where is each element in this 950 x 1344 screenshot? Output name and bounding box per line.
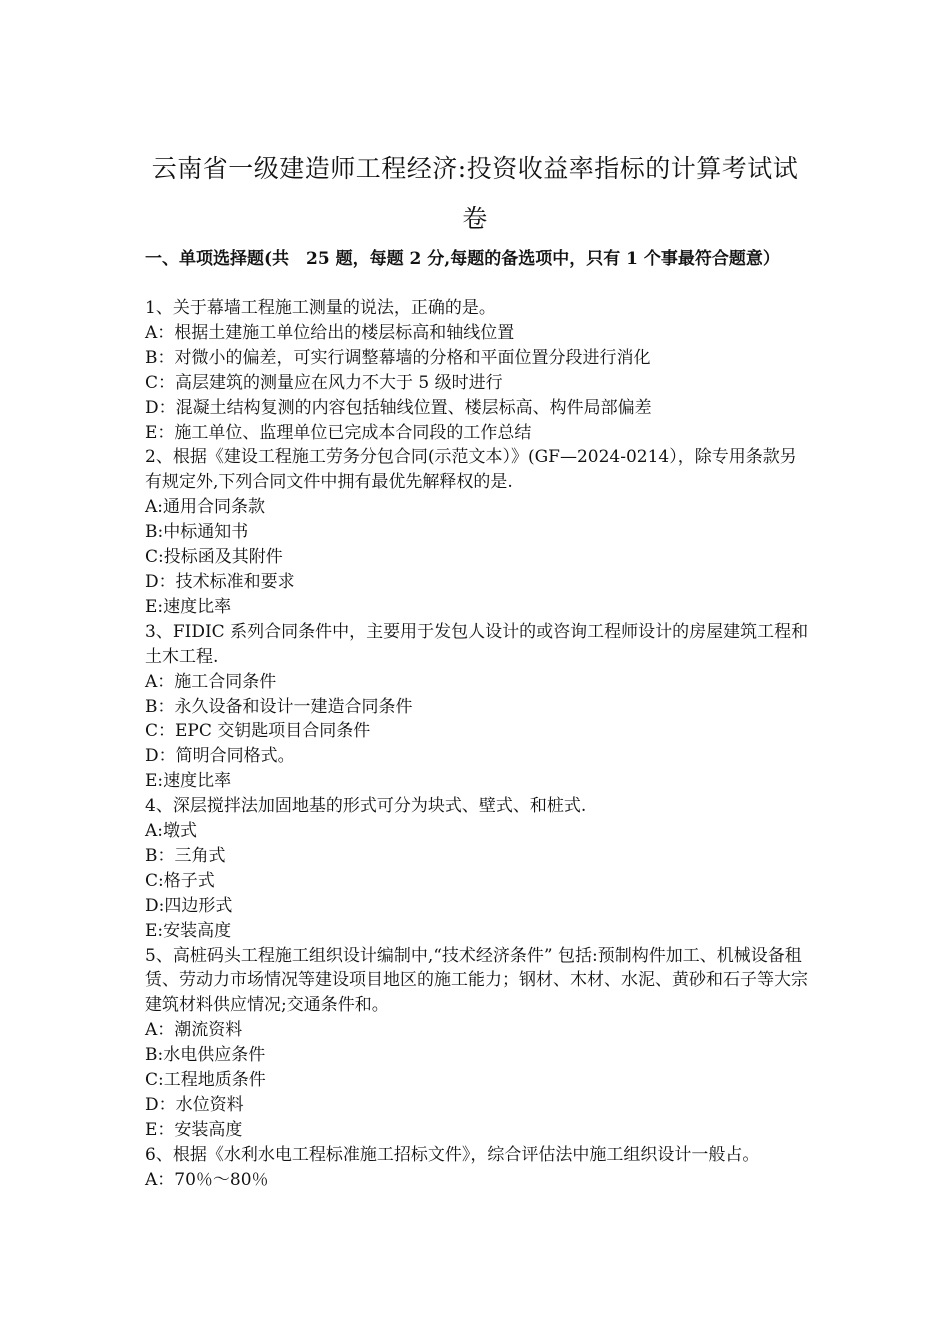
question-option: E:安装高度 [145, 920, 232, 941]
question-option: C:工程地质条件 [145, 1070, 266, 1091]
question-3 [145, 620, 813, 794]
question-stem: 3、FIDIC 系列合同条件中，主要用于发包人设计的或咨询工程师设计的房屋建筑工程和土木工程. [145, 621, 809, 667]
question-option: A：施工合同条件 [145, 671, 277, 692]
question-option: B:中标通知书 [145, 522, 249, 543]
question-option: C：EPC 交钥匙项目合同条件 [145, 721, 371, 742]
question-option: D:四边形式 [145, 895, 233, 916]
question-2 [145, 445, 813, 619]
question-option: A：根据土建施工单位给出的楼层标高和轴线位置 [145, 322, 515, 343]
document-title: 云南省一级建造师工程经济:投资收益率指标的计算考试试卷 [151, 154, 799, 233]
question-option: D：技术标准和要求 [145, 571, 295, 592]
question-option: A：70％～80％ [145, 1169, 269, 1190]
question-option: C:格子式 [145, 870, 215, 891]
question-stem: 4、深层搅拌法加固地基的形式可分为块式、壁式、和桩式. [145, 796, 587, 817]
question-4 [145, 794, 813, 943]
question-option: D：简明合同格式。 [145, 746, 295, 767]
question-stem: 6、根据《水利水电工程标准施工招标文件》，综合评估法中施工组织设计一般占。 [145, 1144, 760, 1165]
section-heading: 一、单项选择题(共 25 题，每题 2 分,每题的备选项中，只有 1 个事最符合题意） [145, 249, 780, 269]
question-option: D：混凝土结构复测的内容包括轴线位置、楼层标高、构件局部偏差 [145, 397, 652, 418]
question-option: D：水位资料 [145, 1095, 244, 1115]
question-option: B：对微小的偏差，可实行调整幕墙的分格和平面位置分段进行消化 [145, 347, 651, 368]
question-stem: 5、高桩码头工程施工组织设计编制中,“技术经济条件” 包括:预制构件加工、机械设备租赁、劳动力市场情况等建设项目地区的施工能力；钢材、木材、水泥、黄砂和石子等大宗建筑材料供应情况;交通条件和。 [145, 945, 808, 1016]
question-option: E：施工单位、监理单位已完成本合同段的工作总结 [145, 422, 532, 443]
question-6 [145, 1143, 813, 1193]
question-option: B：三角式 [145, 845, 226, 866]
question-option: A:通用合同条款 [145, 497, 266, 518]
question-option: E:速度比率 [145, 771, 232, 792]
question-option: A：潮流资料 [145, 1020, 243, 1041]
question-list [145, 296, 813, 1193]
question-option: B：永久设备和设计一建造合同条件 [145, 696, 413, 717]
question-option: C：高层建筑的测量应在风力不大于 5 级时进行 [145, 372, 503, 393]
question-option: C:投标函及其附件 [145, 547, 283, 568]
question-option: A:墩式 [145, 821, 198, 842]
question-1 [145, 296, 813, 445]
question-option: B:水电供应条件 [145, 1045, 266, 1066]
question-option: E：安装高度 [145, 1119, 243, 1140]
question-option: E:速度比率 [145, 596, 232, 617]
question-stem: 2、根据《建设工程施工劳务分包合同(示范文本）》(GF—2024-0214），除专用条款另有规定外,下列合同文件中拥有最优先解释权的是. [145, 447, 797, 493]
question-5 [145, 944, 813, 1143]
question-stem: 1、关于幕墙工程施工测量的说法，正确的是。 [145, 298, 496, 318]
